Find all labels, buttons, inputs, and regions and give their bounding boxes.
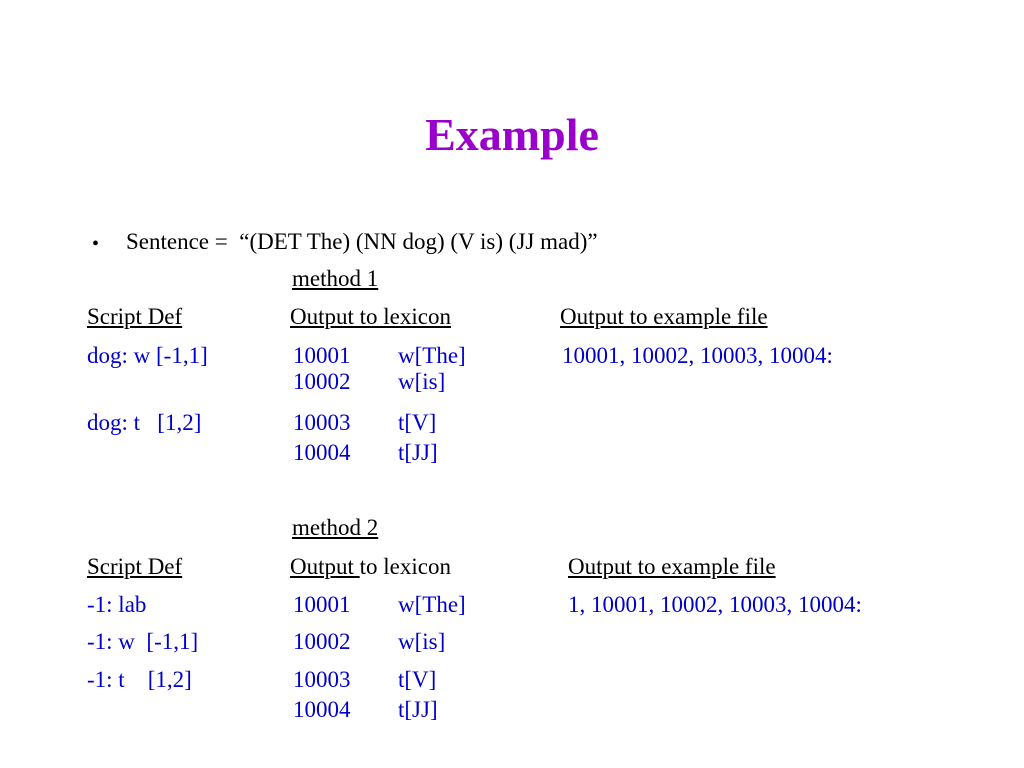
method1-row4-id: 10004 xyxy=(293,440,351,465)
method2-header-lexicon-underlined: Output xyxy=(290,554,360,579)
method1-header-lexicon: Output to lexicon xyxy=(290,304,451,329)
method2-row4-id: 10004 xyxy=(293,697,351,722)
method2-header-lexicon-rest: to lexicon xyxy=(359,554,451,579)
method2-header-script-def: Script Def xyxy=(87,554,183,579)
method2-row2-id: 10002 xyxy=(293,629,351,654)
bullet-icon: • xyxy=(92,233,100,255)
method2-header-example-file: Output to example file xyxy=(568,554,776,579)
method1-header-script-def: Script Def xyxy=(87,304,183,329)
method2-row1-example: 1, 10001, 10002, 10003, 10004: xyxy=(568,592,862,617)
method2-row1-feat: w[The] xyxy=(398,592,466,617)
method1-row1-example: 10001, 10002, 10003, 10004: xyxy=(562,343,833,368)
method1-row1-script: dog: w [-1,1] xyxy=(87,343,208,368)
method1-row3-id: 10003 xyxy=(293,410,351,435)
method2-row1-script: -1: lab xyxy=(87,592,147,617)
method2-heading: method 2 xyxy=(292,515,379,540)
method1-row2-id: 10002 xyxy=(293,369,351,394)
method1-row1-feat: w[The] xyxy=(398,343,466,368)
method1-row1-id: 10001 xyxy=(293,343,351,368)
slide-title: Example xyxy=(425,109,599,160)
method1-row3-feat: t[V] xyxy=(398,410,437,435)
method2-row3-id: 10003 xyxy=(293,667,351,692)
method2-row3-feat: t[V] xyxy=(398,667,437,692)
method1-header-example-file: Output to example file xyxy=(560,304,768,329)
method1-row3-script: dog: t [1,2] xyxy=(87,410,202,435)
method2-row1-id: 10001 xyxy=(293,592,351,617)
method2-row2-script: -1: w [-1,1] xyxy=(87,629,199,654)
method1-row2-feat: w[is] xyxy=(398,369,446,394)
method2-row4-feat: t[JJ] xyxy=(398,697,438,722)
method2-row3-script: -1: t [1,2] xyxy=(87,667,192,692)
method1-heading: method 1 xyxy=(292,266,379,291)
sentence-text: Sentence = “(DET The) (NN dog) (V is) (JJ mad)” xyxy=(126,229,598,254)
method1-row4-feat: t[JJ] xyxy=(398,440,438,465)
method2-row2-feat: w[is] xyxy=(398,629,446,654)
method2-header-lexicon xyxy=(290,554,451,580)
